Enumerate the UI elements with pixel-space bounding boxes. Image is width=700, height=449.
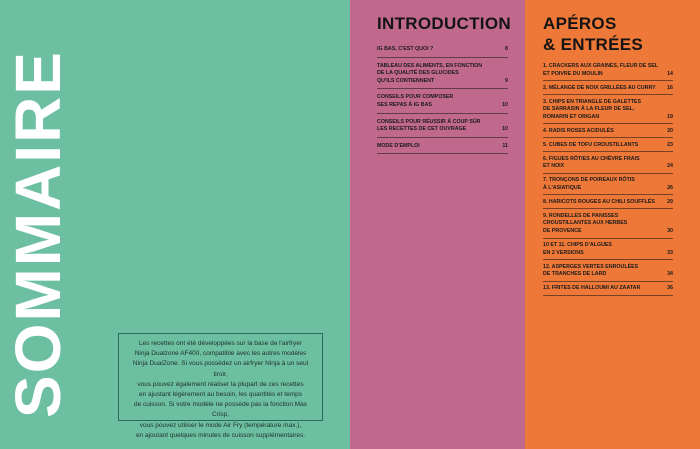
toc-page-number: 26 <box>667 184 673 191</box>
toc-entry-title: DE PROVENCE <box>543 228 582 235</box>
toc-page-number: 9 <box>505 77 508 84</box>
aperos-heading <box>543 13 643 55</box>
toc-entry-title: À L'ASIATIQUE <box>543 184 582 191</box>
page-title: SOMMAIRE <box>2 50 74 418</box>
toc-entry-title: ET POIVRE DU MOULIN <box>543 70 603 77</box>
toc-page-number: 30 <box>667 228 673 235</box>
intro-note-line: Ninja DualZone. Si vous possédez un airfryer Ninja à un seul tiroir, <box>132 360 309 378</box>
toc-entry-title: DE LA QUALITÉ DES GLUCIDES <box>377 70 459 77</box>
toc-entry[interactable] <box>543 62 673 81</box>
toc-entry[interactable] <box>377 141 508 155</box>
toc-page-number: 36 <box>667 285 673 292</box>
toc-entry[interactable] <box>377 92 508 113</box>
toc-entry-title: QU'ILS CONTIENNENT <box>377 77 435 84</box>
toc-entry-title: 3. CHIPS EN TRIANGLE DE GALETTES <box>543 98 642 105</box>
intro-note-line: Ninja Dualzone AF400, compatible avec les autres modèles <box>134 350 307 358</box>
intro-note-line: Les recettes ont été développées sur la base de l'airfryer <box>138 340 303 347</box>
toc-page-number: 19 <box>667 113 673 120</box>
toc-entry[interactable] <box>543 284 673 296</box>
toc-entry[interactable] <box>543 127 673 139</box>
toc-entry[interactable] <box>543 241 673 260</box>
toc-entry-title: MODE D'EMPLOI <box>377 142 420 149</box>
toc-page-number: 14 <box>667 70 673 77</box>
toc-page-number: 10 <box>502 101 508 108</box>
aperos-heading-line-1: APÉROS <box>543 14 617 33</box>
introduction-toc <box>377 44 508 157</box>
intro-note-line: en ajustant légèrement au besoin, les quantités et temps <box>139 391 302 399</box>
toc-entry-title: ROMARIN ET ORIGAN <box>543 113 600 120</box>
toc-entry-title: 1. CRACKERS AUX GRAINES, FLEUR DE SEL <box>543 63 659 69</box>
aperos-toc <box>543 62 673 298</box>
aperos-heading-line-2: & ENTRÉES <box>543 35 643 54</box>
toc-entry[interactable] <box>543 263 673 282</box>
toc-entry-title: 10 ET 11. CHIPS D'ALGUES <box>543 242 612 249</box>
toc-entry[interactable] <box>543 155 673 174</box>
toc-entry[interactable] <box>377 44 508 58</box>
toc-entry-title: LES RECETTES DE CET OUVRAGE <box>377 126 467 133</box>
toc-entry[interactable] <box>543 141 673 153</box>
toc-page-number: 33 <box>667 249 673 256</box>
toc-entry[interactable] <box>377 117 508 138</box>
intro-note-line: vous pouvez utiliser le mode Air Fry (température max.), <box>139 421 302 429</box>
toc-entry-title: DE TRANCHES DE LARD <box>543 271 607 278</box>
toc-entry-title: 9. RONDELLES DE PANISSES <box>543 212 619 219</box>
toc-entry[interactable] <box>543 198 673 210</box>
toc-entry-title: SES REPAS À IG BAS <box>377 101 432 108</box>
toc-entry-title: 8. HARICOTS ROUGES AU CHILI SOUFFLÉS <box>543 198 655 205</box>
toc-page-number: 10 <box>502 126 508 133</box>
toc-page-number: 24 <box>667 163 673 170</box>
toc-entry[interactable] <box>543 98 673 125</box>
toc-entry-title: CROUSTILLANTES AUX HERBES <box>543 220 628 227</box>
toc-entry[interactable] <box>543 84 673 96</box>
toc-page-number: 23 <box>667 141 673 148</box>
toc-page-number: 8 <box>505 46 508 52</box>
intro-note-line: en ajoutant quelques minutes de cuisson supplémentaires. <box>135 431 306 439</box>
intro-note-box <box>118 333 323 439</box>
toc-entry-title: 13. FRITES DE HALLOUMI AU ZAATAR <box>543 285 641 292</box>
toc-entry[interactable] <box>543 176 673 195</box>
toc-entry-title: EN 2 VERSIONS <box>543 249 584 256</box>
toc-entry-title: 12. ASPERGES VERTES ENROULÉES <box>543 263 639 270</box>
toc-entry-title: IG BAS, C'EST QUOI ? <box>377 46 434 52</box>
intro-note-line: vous pouvez également réaliser la plupart de ces recettes <box>137 380 304 388</box>
toc-entry-title: CONSEILS POUR RÉUSSIR À COUP SÛR <box>377 118 481 125</box>
toc-page-number: 16 <box>667 84 673 91</box>
toc-page-number: 11 <box>502 142 508 149</box>
toc-page-number: 29 <box>667 198 673 205</box>
introduction-heading: INTRODUCTION <box>377 14 511 33</box>
toc-entry-title: 6. FIGUES RÔTIES AU CHÈVRE FRAIS <box>543 155 640 162</box>
toc-page-number: 20 <box>667 127 673 134</box>
toc-entry-title: 5. CUBES DE TOFU CROUSTILLANTS <box>543 141 639 148</box>
toc-entry[interactable] <box>543 212 673 239</box>
toc-entry-title: CONSEILS POUR COMPOSER <box>377 94 454 101</box>
toc-entry-title: TABLEAU DES ALIMENTS, EN FONCTION <box>377 62 483 69</box>
toc-page-number: 34 <box>667 271 673 278</box>
toc-entry-title: DE SARRASIN À LA FLEUR DE SEL, <box>543 106 635 113</box>
toc-entry[interactable] <box>377 61 508 90</box>
toc-entry-title: 2. MÉLANGE DE NOIX GRILLÉES AU CURRY <box>543 84 656 91</box>
toc-entry-title: 4. RADIS ROSES ACIDULÉS <box>543 127 614 134</box>
toc-entry-title: 7. TRONÇONS DE POIREAUX RÔTIS <box>543 177 635 184</box>
intro-note-line: de cuisson. Si votre modèle ne possède pas la fonction Max Crisp, <box>133 401 308 419</box>
toc-entry-title: ET NOIX <box>543 163 565 170</box>
